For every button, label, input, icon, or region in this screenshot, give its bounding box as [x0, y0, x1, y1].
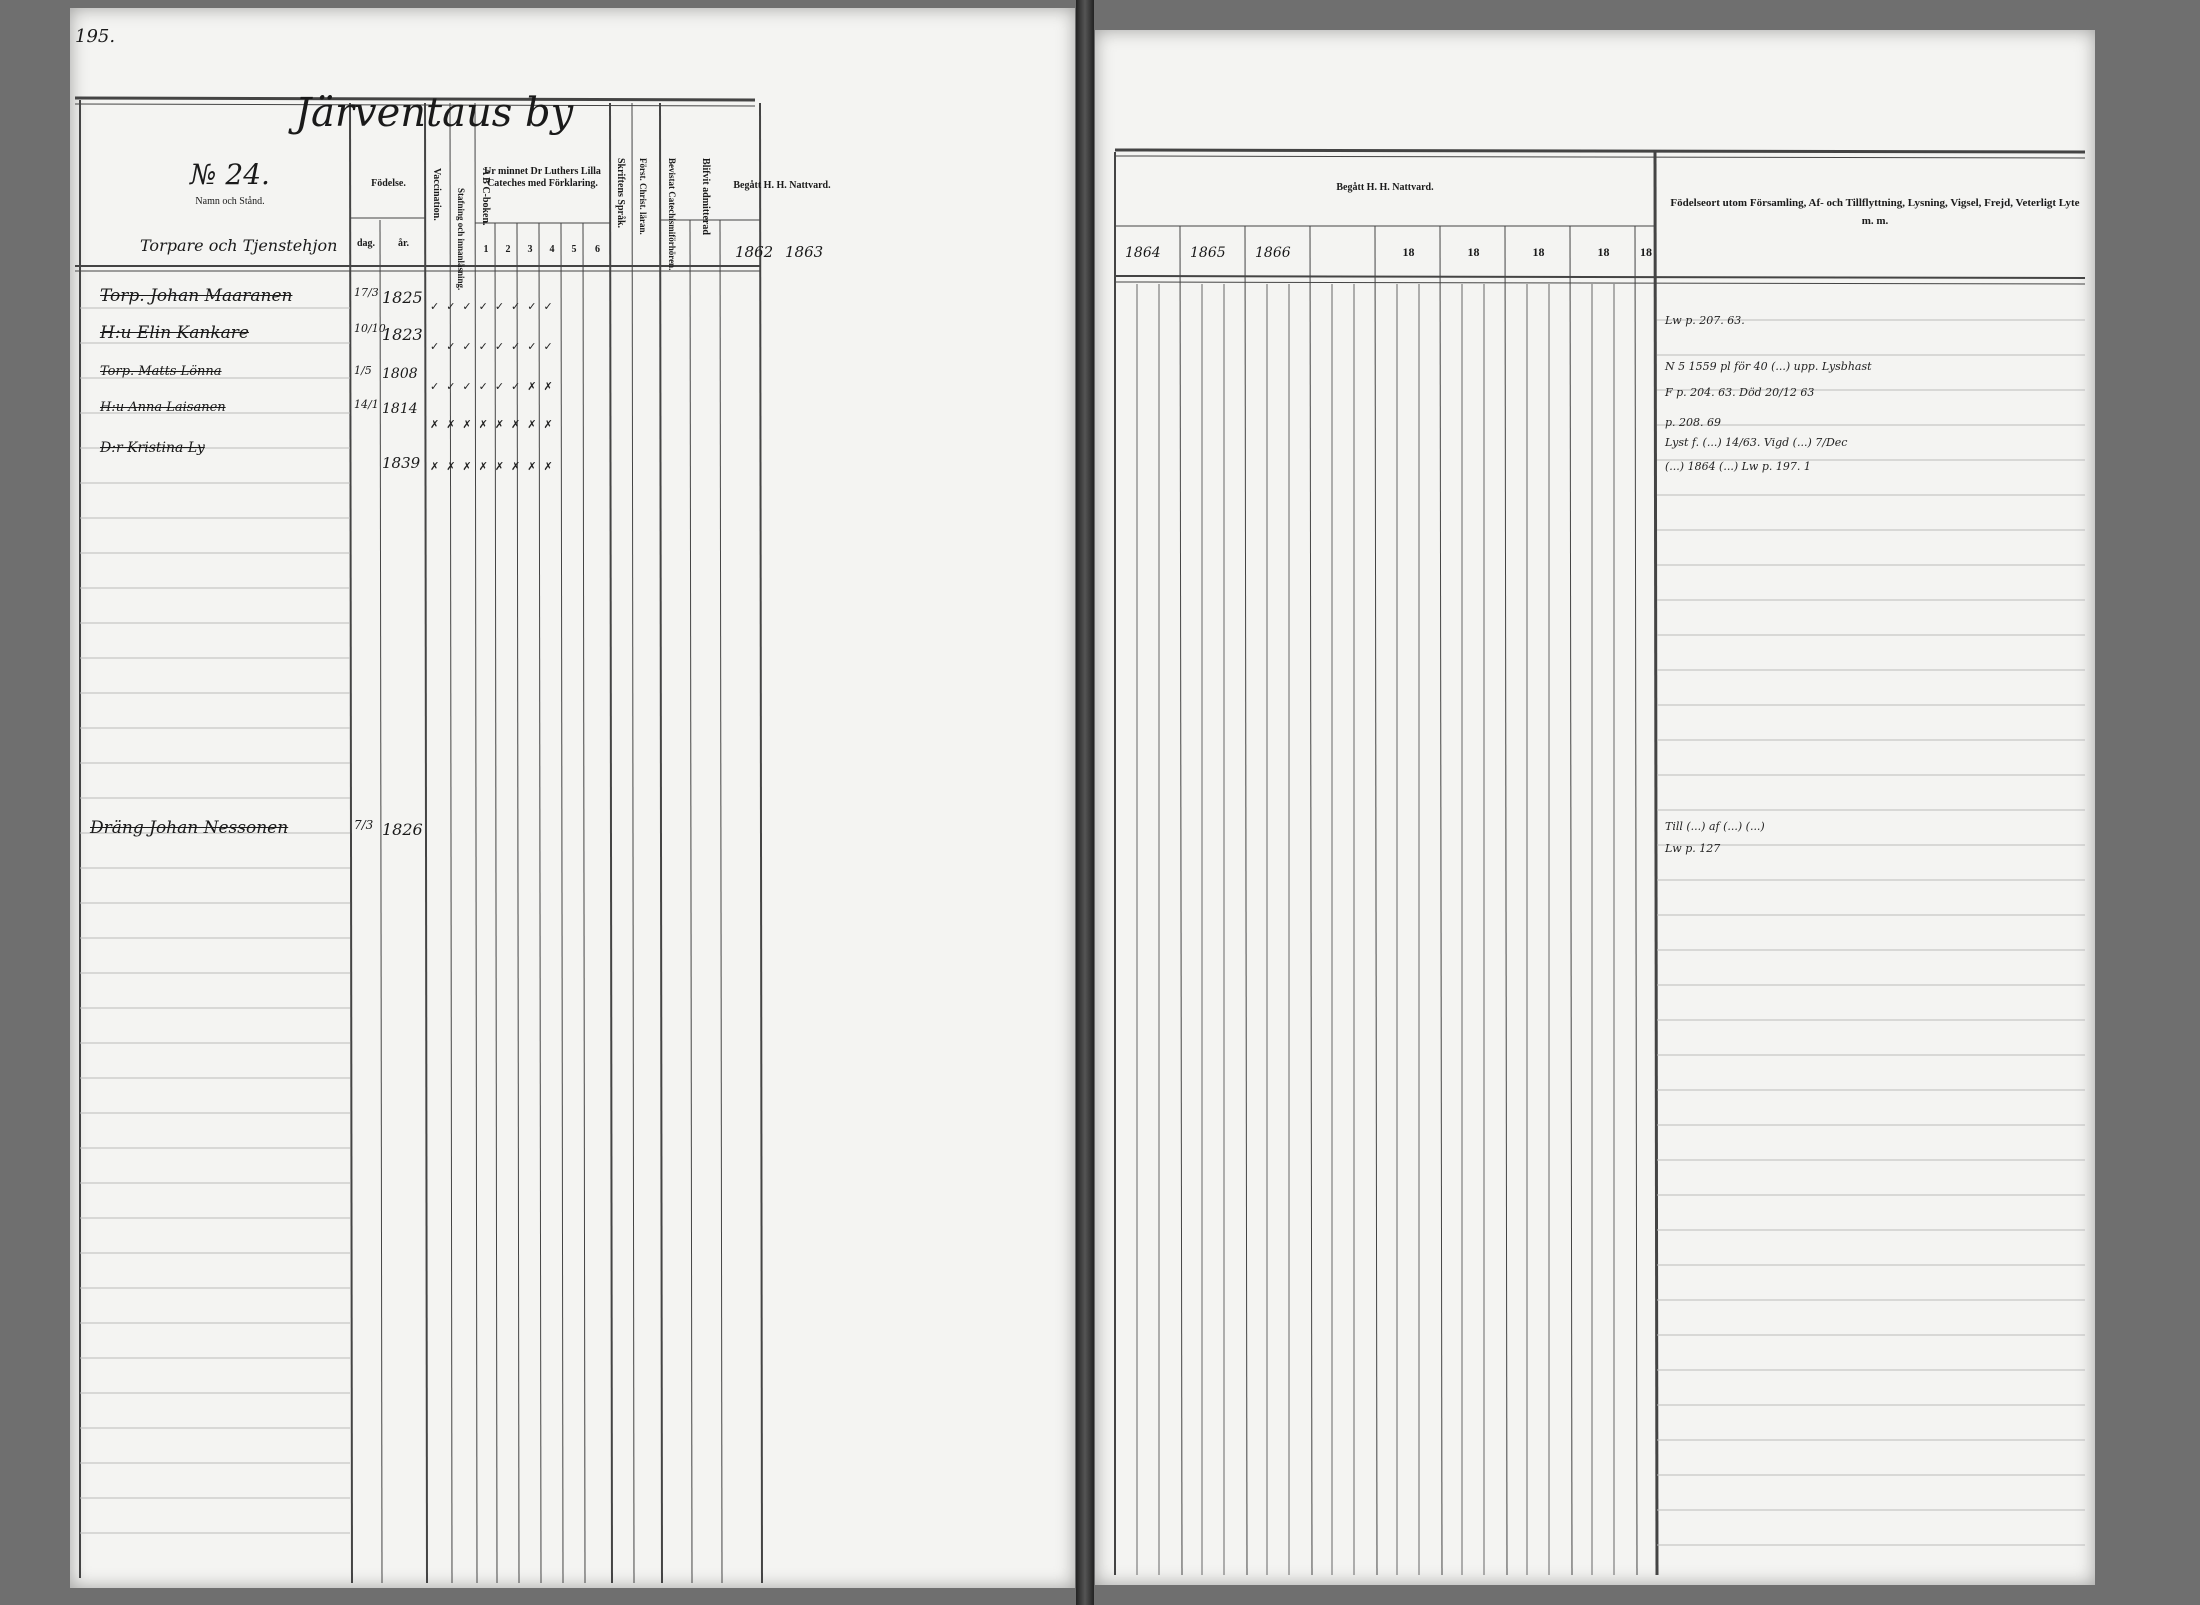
person-day-3: 1/5 — [354, 364, 372, 377]
communion-header-left: Begått H. H. Nattvard. — [733, 180, 831, 191]
page-number: 195. — [75, 26, 116, 47]
christian-header: Först. Christ. läran. — [638, 158, 648, 235]
birth-header: Födelse. — [371, 178, 406, 189]
right-year-3: 1866 — [1255, 245, 1291, 261]
person-day-6: 7/3 — [354, 818, 374, 832]
left-page: 195. Järventaus by № 24. Namn och Stånd. Torpare och Tjenstehjon Födelse. dag. år. Vaccination. Stafning och innanläsning. A B C-boken. Ur minnet Dr Luthers Lilla Cateches med Förklaring. 1 2 3 4 5 6 Skriftens Språk. Först. Christ. läran. Bevistat Catechismiförhören. Blifvit admitterad Begått H. H. Nattvard. 1862 1863 Torp. Johan Maaranen 17/3 1825 H:u Elin Kankare 10/10 1823 Torp. Matts Lönna 1/5 1808 H:u Anna Laisanen 14/1 1814 D:r Kristina Ly 1839 Dräng Johan Nessonen 7/3 1826 ✓ ✓ ✓ ✓ ✓ ✓ ✓ ✓ ✓ ✓ ✓ ✓ ✓ ✓ ✓ ✓ ✓ ✓ ✓ ✓ ✓ ✓ ✗ ✗ ✗ ✗ ✗ ✗ ✗ ✗ ✗ ✗ ✗ ✗ ✗ ✗ ✗ ✗ ✗ ✗ — [70, 8, 1075, 1588]
person-year-4: 1814 — [382, 401, 418, 417]
person-name-3: Torp. Matts Lönna — [100, 364, 222, 379]
right-ruling — [1095, 30, 2095, 1585]
note-1: Lw p. 207. 63. — [1665, 314, 1745, 327]
person-year-2: 1823 — [382, 325, 423, 344]
category-label: Torpare och Tjenstehjon — [140, 236, 338, 255]
right-year-1: 1864 — [1125, 245, 1161, 261]
cat-col-3: 3 — [527, 244, 533, 255]
check-mark-rows: ✓ ✓ ✓ ✓ ✓ ✓ ✓ ✓ — [430, 300, 553, 313]
note-8: Lw p. 127 — [1665, 842, 1721, 855]
person-name-6: Dräng Johan Nessonen — [90, 818, 289, 838]
name-header: Namn och Stånd. — [195, 196, 265, 207]
right-year-4: 18 — [1402, 245, 1415, 259]
year-header: år. — [397, 238, 410, 249]
right-year-7: 18 — [1597, 245, 1610, 259]
person-year-3: 1808 — [382, 366, 418, 382]
right-year-6: 18 — [1532, 245, 1545, 259]
cat-col-6: 6 — [595, 244, 600, 255]
person-name-2: H:u Elin Kankare — [100, 323, 249, 343]
right-year-8: 18 — [1640, 245, 1652, 259]
note-2: N 5 1559 pl för 40 (...) upp. Lysbhast — [1665, 360, 1872, 373]
village-title: Järventaus by — [295, 90, 574, 136]
vaccination-header: Vaccination. — [431, 168, 442, 221]
note-5: Lyst f. (...) 14/63. Vigd (...) 7/Dec — [1665, 436, 1848, 449]
person-year-6: 1826 — [382, 820, 423, 839]
cat-col-2: 2 — [505, 244, 511, 255]
person-year-1: 1825 — [382, 288, 423, 307]
person-name-1: Torp. Johan Maaranen — [100, 286, 293, 306]
household-number: № 24. — [190, 158, 270, 191]
day-header: dag. — [356, 238, 376, 249]
scripture-header: Skriftens Språk. — [615, 158, 626, 229]
book-spine — [1076, 0, 1094, 1605]
right-year-5: 18 — [1467, 245, 1480, 259]
person-name-4: H:u Anna Laisanen — [100, 400, 226, 415]
notes-header: Födelseort utom Församling, Af- och Tillflyttning, Lysning, Vigsel, Frejd, Veterligt Lyte m. m. — [1670, 197, 2080, 227]
reading-header: Stafning och innanläsning. — [456, 188, 466, 291]
comm-year-1862: 1862 — [735, 243, 774, 261]
communion-header-right: Begått H. H. Nattvard. — [1336, 182, 1434, 193]
person-name-5: D:r Kristina Ly — [100, 440, 205, 456]
person-day-2: 10/10 — [354, 322, 386, 335]
note-3: F p. 204. 63. Död 20/12 63 — [1665, 386, 1815, 399]
cat-col-5: 5 — [571, 244, 577, 255]
catechism-header: Ur minnet Dr Luthers Lilla Cateches med Förklaring. — [484, 166, 601, 189]
cat-col-4: 4 — [549, 244, 555, 255]
admitted-header: Blifvit admitterad — [700, 158, 711, 235]
right-year-2: 1865 — [1190, 245, 1226, 261]
note-6: (...) 1864 (...) Lw p. 197. 1 — [1665, 460, 1811, 473]
person-day-1: 17/3 — [354, 286, 379, 299]
abc-header: A B C-boken. — [480, 168, 491, 226]
note-7: Till (...) af (...) (...) — [1665, 820, 1765, 833]
cat-col-1: 1 — [483, 244, 489, 255]
right-page — [1095, 30, 2095, 1585]
person-year-5: 1839 — [382, 454, 421, 472]
note-4: p. 208. 69 — [1665, 416, 1722, 429]
person-day-4: 14/1 — [354, 398, 379, 411]
attended-header: Bevistat Catechismiförhören. — [667, 158, 677, 271]
comm-year-1863: 1863 — [785, 243, 824, 261]
